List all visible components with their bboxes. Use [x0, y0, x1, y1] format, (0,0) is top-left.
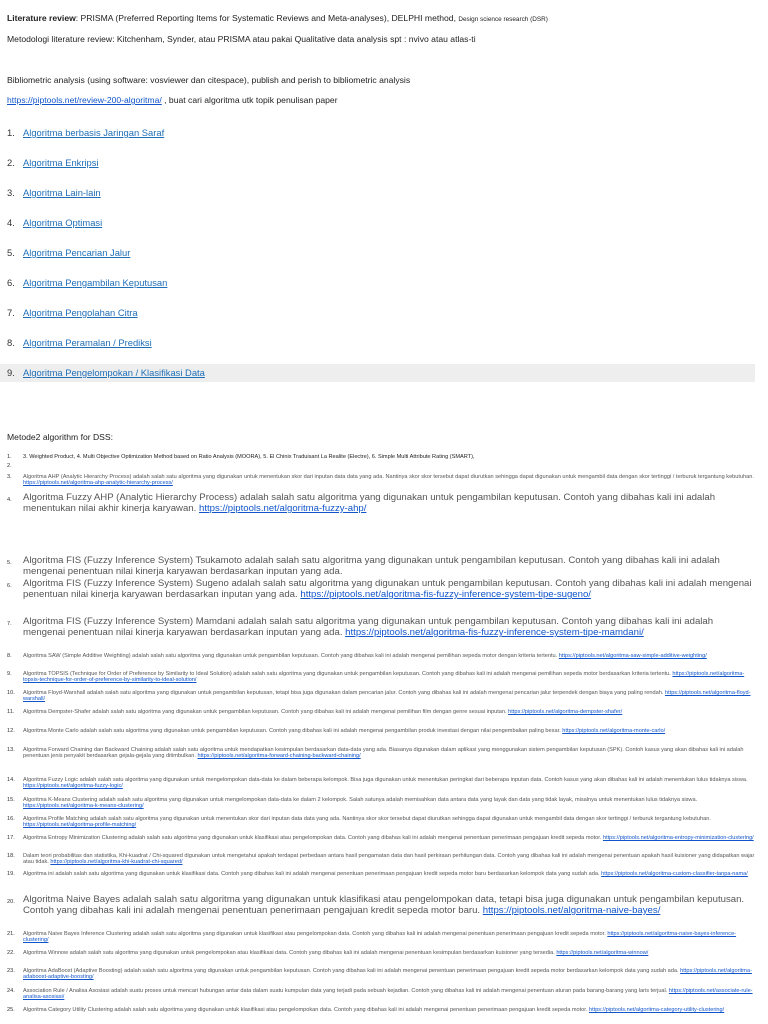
dss-method-item	[7, 492, 756, 514]
dss-method-description: Algoritma Naive Bayes adalah salah satu algoritma yang digunakan untuk klasifikasi atau pengelompokan data, tetapi bisa juga digunakan untuk pengambilan keputusan. Contoh yang dibahas kali ini adalah mengenai penentuan penerimaan pengajuan kredit sepeda motor baru.	[23, 894, 745, 916]
list-number: 9.	[7, 367, 15, 378]
dss-method-item	[7, 709, 756, 715]
list-number: 17.	[7, 835, 15, 841]
list-number: 8.	[7, 653, 12, 659]
list-number: 4.	[7, 497, 12, 503]
dss-method-description: Algoritma FIS (Fuzzy Inference System) Mamdani adalah salah satu algoritma yang digunakan untuk pengambilan keputusan. Contoh yang dibahas kali ini adalah mengenai penentuan nilai kinerja karyawan berdasarkan inputan yang ada.	[23, 616, 714, 638]
list-number: 12.	[7, 728, 15, 734]
algorithm-category-link[interactable]: Algoritma Peramalan / Prediksi	[23, 337, 152, 348]
dss-method-item	[7, 816, 756, 829]
dss-method-link[interactable]: https://piptools.net/algoritma-winnow/	[556, 950, 649, 956]
dss-method-link[interactable]: https://piptools.net/algoritma-dempster-shafer/	[508, 709, 623, 715]
dss-method-item	[7, 555, 756, 577]
list-number: 2.	[7, 463, 12, 469]
dss-method-item	[7, 1007, 756, 1013]
dss-method-description: Algoritma SAW (Simple Additive Weighting) adalah salah satu algoritma yang digunakan untuk pengambilan keputusan. Contoh yang dibahas kali ini adalah mengenai pemilihan sepeda motor dengan kriteria tertentu.	[23, 653, 558, 659]
dss-method-text	[23, 1007, 756, 1013]
dss-method-text	[23, 988, 756, 1001]
dss-method-text	[23, 747, 756, 760]
algorithm-category-link[interactable]: Algoritma Lain-lain	[23, 187, 101, 198]
algorithm-category-item	[0, 328, 768, 358]
dss-method-description: Algoritma Profile Matching adalah salah satu algoritma yang digunakan untuk menentukan skor dari inputan data data yang ada. Nantinya skor skor tersebut dapat diurutkan sehingga dapat digunakan untuk mengambil data dengan skor tertinggi / terburuk tergantung kebutuhan.	[23, 816, 711, 822]
dss-method-link[interactable]: https://piptools.net/algoritma-khi-kuadrat-chi-squared/	[50, 859, 183, 866]
dss-method-item	[7, 690, 756, 703]
algorithm-category-link[interactable]: Algoritma berbasis Jaringan Saraf	[23, 127, 165, 138]
dss-method-text	[23, 931, 756, 944]
lit-review-text: : PRISMA (Preferred Reporting Items for Systematic Reviews and Meta-analyses), DELPHI method,	[75, 13, 456, 23]
lit-review-label: Literature review	[7, 13, 76, 23]
dss-method-description: Algoritma Floyd-Warshall adalah salah satu algoritma yang digunakan untuk pengambilan keputusan, tetapi bisa juga digunakan dalam pencarian jalur. Contoh yang dibahas kali ini adalah mengenai pencarian jalur terpendek dengan biaya yang paling rendah.	[23, 690, 664, 696]
dss-method-link[interactable]: https://piptools.net/algoritma-floyd-warshall/	[23, 690, 751, 703]
list-number: 25.	[7, 1007, 15, 1013]
metodologi-line: Metodologi literature review: Kitchenham, Synder, atau PRISMA atau pakai Qualitative data analysis spt : nvivo atau atlas-ti	[7, 34, 476, 44]
dss-method-text	[23, 709, 756, 715]
dss-method-item	[7, 728, 756, 734]
dss-method-description: Algoritma Winnow adalah salah satu algoritma yang digunakan untuk pengelompokan atau klasifikasi data. Contoh yang dibahas kali ini adalah mengenai penentuan kesimpulan berdasarkan kuisioner yang tersedia.	[23, 950, 555, 956]
dss-method-link[interactable]: https://piptools.net/algoritma-fis-fuzzy-inference-system-tipe-sugeno/	[300, 589, 591, 600]
list-number: 5.	[7, 560, 12, 566]
dss-method-text	[23, 853, 756, 866]
list-number: 24.	[7, 988, 15, 994]
dss-method-description: Algoritma FIS (Fuzzy Inference System) Sugeno adalah salah satu algoritma yang digunakan untuk pengambilan keputusan. Contoh yang dibahas kali ini adalah mengenai penentuan nilai kinerja karyawan berdasarkan inputan yang ada.	[23, 578, 752, 600]
list-number: 6.	[7, 277, 15, 288]
list-number: 23.	[7, 968, 15, 974]
dss-method-link[interactable]: https://piptools.net/algoritma-forward-chaining-backward-chaining/	[197, 753, 361, 760]
list-number: 11.	[7, 709, 15, 715]
dss-method-text	[23, 578, 756, 600]
lit-review-line	[7, 13, 758, 25]
dss-method-link[interactable]: https://piptools.net/associate-rule-analisa-asosiasi/	[23, 988, 753, 1001]
list-number: 19.	[7, 871, 15, 877]
dss-method-description: 3. Weighted Product, 4. Multi Objective Optimization Method based on Ratio Analysis (MOORA), 5. El Chinix Traduisant La Realite (Electre), 6. Simple Multi Attribute Rating (SMART),	[23, 454, 475, 460]
dss-method-description: Algoritma AHP (Analytic Hierarchy Process) adalah salah satu algoritma yang digunakan untuk menentukan skor dari inputan data data yang ada. Nantinya skor skor tersebut dapat diurutkan sehingga dapat digunakan untuk mengambil data dengan skor tertinggi / terburuk tergantung kebutuhan.	[23, 474, 754, 480]
dss-method-item	[7, 671, 756, 684]
list-number: 10.	[7, 690, 15, 696]
list-number: 4.	[7, 217, 15, 228]
list-number: 1.	[7, 454, 12, 460]
dss-method-item	[7, 797, 756, 810]
algorithm-category-link[interactable]: Algoritma Optimasi	[23, 217, 103, 228]
algorithm-category-item	[0, 208, 768, 238]
dss-method-description: Algoritma Monte Carlo adalah salah satu algoritma yang digunakan untuk pengambilan keputusan. Contoh yang dibahas kali ini adalah mengenai pengambilan produk investasi dengan nilai pengembalian paling besar.	[23, 728, 561, 734]
dss-method-text	[23, 492, 756, 514]
dss-method-link[interactable]: https://piptools.net/algoritma-fuzzy-ahp/	[198, 503, 367, 514]
list-number: 15.	[7, 797, 15, 803]
dss-method-description: Dalam teori probabilitas dan statistika, Khi-kuadrat / Chi-squared digunakan untuk mengetahui apakah terdapat perbedaan antara hasil pengamatan data dan hasil perkiraan perhitungan data. Contoh yang dibahas kali ini adalah mengenai penentuan apakah hasil kuisioner yang didapatkan wajar atau tidak.	[23, 853, 755, 866]
dss-method-item	[7, 894, 756, 916]
dss-method-description: Algoritma Fuzzy Logic adalah salah satu algoritma yang digunakan untuk mengelompokan data-data ke dalam beberapa kelompok. Bisa juga digunakan untuk menentukan peringkat dari beberapa inputan data. Contoh kasus yang akan dibahas kali ini adalah menentukan lulus tidaknya siswa.	[23, 777, 748, 783]
dss-method-text	[23, 616, 756, 638]
dss-method-text	[23, 690, 756, 703]
dss-method-text	[23, 653, 756, 659]
dss-method-item	[7, 968, 756, 981]
dss-method-text	[23, 968, 756, 981]
algorithm-category-link[interactable]: Algoritma Pencarian Jalur	[23, 247, 131, 258]
list-number: 3.	[7, 474, 12, 480]
review-link-suffix: , buat cari algoritma utk topik penulisan paper	[161, 95, 338, 105]
algorithm-category-item	[0, 148, 768, 178]
list-number: 8.	[7, 337, 15, 348]
algorithm-category-link[interactable]: Algoritma Pengelompokan / Klasifikasi Data	[23, 367, 205, 378]
dss-method-link[interactable]: https://piptools.net/algoritma-fis-fuzzy-inference-system-tipe-mamdani/	[345, 627, 644, 638]
dss-method-item	[7, 853, 756, 866]
dss-method-link[interactable]: https://piptools.net/algoritma-custom-classifier-tanpa-nama/	[601, 871, 748, 877]
dss-method-link[interactable]: https://piptools.net/algoritma-fuzzy-logic/	[23, 783, 123, 790]
list-number: 22.	[7, 950, 15, 956]
list-number: 6.	[7, 583, 12, 589]
dss-method-item	[7, 747, 756, 760]
dss-method-link[interactable]: https://piptools.net/algoritma-monte-carlo/	[562, 728, 666, 734]
dss-method-item	[7, 653, 756, 659]
dss-title: Metode2 algorithm for DSS:	[7, 432, 114, 442]
list-number: 2.	[7, 157, 15, 168]
dss-method-link[interactable]: https://piptools.net/algoritma-category-utility-clustering/	[588, 1007, 725, 1013]
dss-method-item	[7, 950, 756, 956]
list-number: 7.	[7, 307, 15, 318]
dss-method-text	[23, 671, 756, 684]
list-number: 20.	[7, 899, 15, 905]
dss-method-description: Algoritma Category Utility Clustering adalah salah satu algoritma yang digunakan untuk klasifikasi atau pengelompokan data. Contoh yang dibahas kali ini adalah mengenai penentuan penerimaan pengajuan kredit sepeda motor.	[23, 1007, 588, 1013]
list-number: 13.	[7, 747, 15, 753]
dss-method-text	[23, 777, 756, 790]
dss-method-item	[7, 988, 756, 1001]
list-number: 5.	[7, 247, 15, 258]
dss-method-text	[23, 871, 756, 877]
dss-method-description: Algoritma TOPSIS (Technique for Order of Preference by Similarity to Ideal Solution) adalah salah satu algoritma yang digunakan untuk pengambilan keputusan. Contoh yang dibahas kali ini adalah mengenai pemilihan sepeda motor berdasarkan kriteria tertentu.	[23, 671, 671, 677]
dss-method-item	[7, 454, 756, 460]
dss-method-item	[7, 616, 756, 638]
list-number: 21.	[7, 931, 15, 937]
dss-method-description: Algoritma Dempster-Shafer adalah salah satu algoritma yang digunakan untuk pengambilan keputusan. Contoh yang dibahas kali ini adalah mengenai pemilihan film dengan genre sesuai inputan.	[23, 709, 507, 715]
dss-method-description: Algoritma Entropy Minimization Clustering adalah salah satu algoritma yang digunakan untuk klasifikasi atau pengelompokan data. Contoh yang dibahas kali ini adalah mengenai penentuan penerimaan pengajuan kredit sepeda motor.	[23, 835, 602, 841]
dss-method-item	[7, 474, 756, 487]
dss-method-text	[23, 454, 756, 460]
dss-method-link[interactable]: https://piptools.net/algoritma-ahp-analytic-hierarchy-process/	[23, 480, 173, 487]
algorithm-category-link[interactable]: Algoritma Pengolahan Citra	[23, 307, 138, 318]
dss-method-text	[23, 797, 756, 810]
dss-method-description: Algoritma FIS (Fuzzy Inference System) Tsukamoto adalah salah satu algoritma yang digunakan untuk pengambilan keputusan. Contoh yang dibahas kali ini adalah mengenai penentuan nilai kinerja karyawan berdasarkan inputan yang ada.	[23, 555, 720, 577]
bibliometric-line: Bibliometric analysis (using software: vosviewer dan citespace), publish and perish to bibliometric analysis	[7, 75, 411, 85]
dss-method-text	[23, 894, 756, 916]
dss-method-item	[7, 777, 756, 790]
dss-method-item	[7, 931, 756, 944]
dss-method-text	[23, 816, 756, 829]
dss-method-link[interactable]: https://piptools.net/algoritma-naive-bayes-inference-clustering/	[23, 931, 737, 944]
dss-method-description: Algoritma AdaBoost (Adaptive Boosting) adalah salah satu algoritma yang digunakan untuk pengambilan keputusan. Contoh yang dibahas kali ini adalah mengenai penentuan penerimaan pengajuan kredit sepeda motor berdasarkan kelompok data yang sudah ada.	[23, 968, 679, 974]
dss-method-link[interactable]: https://piptools.net/algoritma-naive-bayes/	[482, 905, 661, 916]
dss-method-text	[23, 474, 756, 487]
algorithm-category-item	[0, 118, 768, 148]
algorithm-category-item	[0, 364, 755, 382]
list-number: 18.	[7, 853, 15, 859]
dss-method-link[interactable]: https://piptools.net/algoritma-topsis-technique-for-order-of-preference-by-similarity-to-ideal-solution/	[23, 671, 745, 684]
algorithm-category-list	[0, 118, 768, 382]
dss-method-item	[7, 871, 756, 877]
algorithm-category-item	[0, 298, 768, 328]
dss-method-text	[23, 950, 756, 956]
dss-method-link[interactable]: https://piptools.net/algoritma-saw-simple-additive-weighting/	[558, 653, 707, 659]
dss-method-description: Algoritma ini adalah salah satu algoritma yang digunakan untuk klasifikasi data. Contoh yang dibahas kali ini adalah mengenai penentuan penerimaan pengajuan kredit sepeda motor baru berdasarkan kelompok data yang sudah ada.	[23, 871, 600, 877]
review-link[interactable]: https://piptools.net/review-200-algoritma/	[7, 95, 162, 105]
dss-method-description: Algoritma Forward Chaining dan Backward Chaining adalah salah satu algoritma untuk mendapatkan kesimpulan berdasarkan data-data yang ada. Biasanya digunakan dalam aplikasi yang menggunakan sistem pengambilan keputusan (SPK). Contoh kasus yang akan dibahas kali ini adalah penentuan jenis penyakit berdasarkan gejala-gejala yang ditimbulkan.	[23, 747, 744, 760]
algorithm-category-link[interactable]: Algoritma Pengambilan Keputusan	[23, 277, 168, 288]
dss-method-description: Algoritma K-Means Clustering adalah salah satu algoritma yang digunakan untuk mengelompokan data-data ke dalam 2 kelompok. Salah satunya adalah memisahkan data antara data yang layak dan data yang tidak layak, misalnya untuk menentukan lulus tidaknya siswa.	[23, 797, 698, 803]
dss-method-text	[23, 835, 756, 841]
dss-method-link[interactable]: https://piptools.net/algoritma-k-means-clustering/	[23, 803, 144, 810]
list-number: 3.	[7, 187, 15, 198]
dss-method-text	[23, 555, 756, 577]
algorithm-category-item	[0, 178, 768, 208]
review-link-line	[7, 95, 758, 106]
list-number: 16.	[7, 816, 15, 822]
algorithm-category-item	[0, 238, 768, 268]
dss-method-text	[23, 728, 756, 734]
algorithm-category-link[interactable]: Algoritma Enkripsi	[23, 157, 99, 168]
dss-method-description: Association Rule / Analisa Asosiasi adalah suatu proses untuk mencari hubungan antar data dalam suatu kumpulan data yang terjadi pada sebuah kejadian. Contoh yang dibahas kali ini adalah mengenai penentuan aturan pada barang-barang yang laris terjual.	[23, 988, 668, 994]
list-number: 14.	[7, 777, 15, 783]
list-number: 9.	[7, 671, 12, 677]
list-number: 7.	[7, 621, 12, 627]
dss-method-link[interactable]: https://piptools.net/algoritma-entropy-minimization-clustering/	[602, 835, 754, 841]
lit-review-dsr: Design science research (DSR)	[458, 16, 548, 23]
dss-method-item	[7, 835, 756, 841]
dss-method-item	[7, 578, 756, 600]
dss-method-description: Algoritma Naive Bayes Inference Clustering adalah salah satu algoritma yang digunakan untuk klasifikasi atau pengelompokan data. Contoh yang dibahas kali ini adalah mengenai penentuan penerimaan pengajuan kredit sepeda motor.	[23, 931, 606, 937]
dss-method-link[interactable]: https://piptools.net/algoritma-profile-matching/	[23, 822, 137, 829]
algorithm-category-item	[0, 268, 768, 298]
dss-method-link[interactable]: https://piptools.net/algoritma-adaboost-adaptive-boosting/	[23, 968, 752, 981]
list-number: 1.	[7, 127, 15, 138]
dss-method-description: Algoritma Fuzzy AHP (Analytic Hierarchy Process) adalah salah satu algoritma yang digunakan untuk pengambilan keputusan. Contoh yang dibahas kali ini adalah menentukan nilai akhir kinerja karyawan.	[23, 492, 716, 514]
